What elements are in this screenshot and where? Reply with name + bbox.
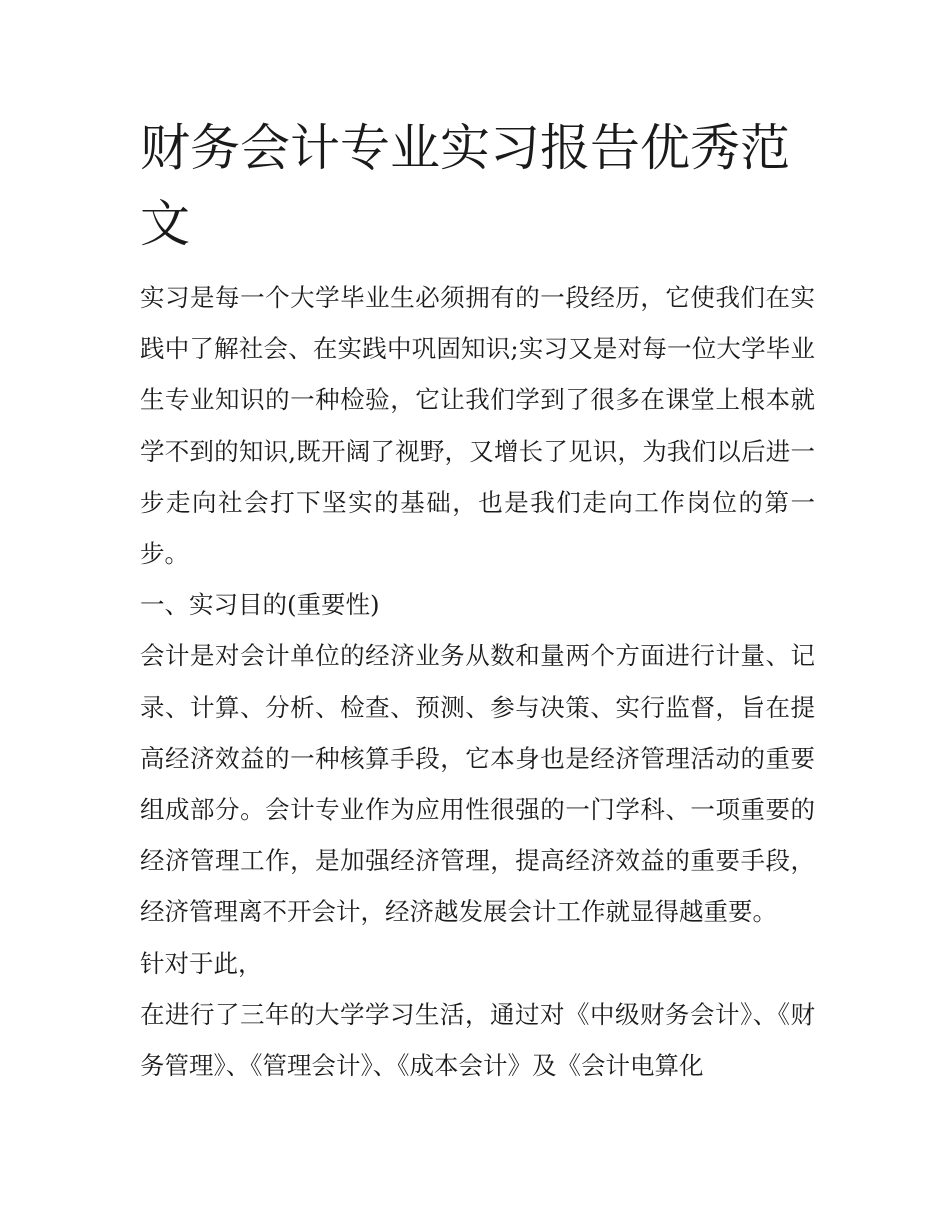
document-title: 财务会计专业实习报告优秀范文 <box>140 119 790 253</box>
section-heading-purpose: 一、实习目的(重要性) <box>140 590 380 620</box>
paragraph-accounting-definition: 会计是对会计单位的经济业务从数和量两个方面进行计量、记录、计算、分析、检查、预测、参与决策、实行监督，旨在提高经济效益的一种核算手段，它本身也是经济管理活动的重要组成部分。会计专业作为应用性很强的一门学科、一项重要的经济管理工作，是加强经济管理，提高经济效益的重要手段，经济管理离不开会计，经济越发展会计工作就显得越重要。 <box>140 641 815 927</box>
document-body <box>140 110 815 1091</box>
paragraph-transition: 针对于此， <box>140 948 263 978</box>
paragraph-courses: 在进行了三年的大学学习生活，通过对《中级财务会计》、《财务管理》、《管理会计》、《成本会计》及《会计电算化 <box>140 999 815 1081</box>
paragraph-intro: 实习是每一个大学毕业生必须拥有的一段经历，它使我们在实践中了解社会、在实践中巩固知识;实习又是对每一位大学毕业生专业知识的一种检验，它让我们学到了很多在课堂上根本就学不到的知识,既开阔了视野，又增长了见识，为我们以后进一步走向社会打下坚实的基础，也是我们走向工作岗位的第一步。 <box>140 283 815 569</box>
